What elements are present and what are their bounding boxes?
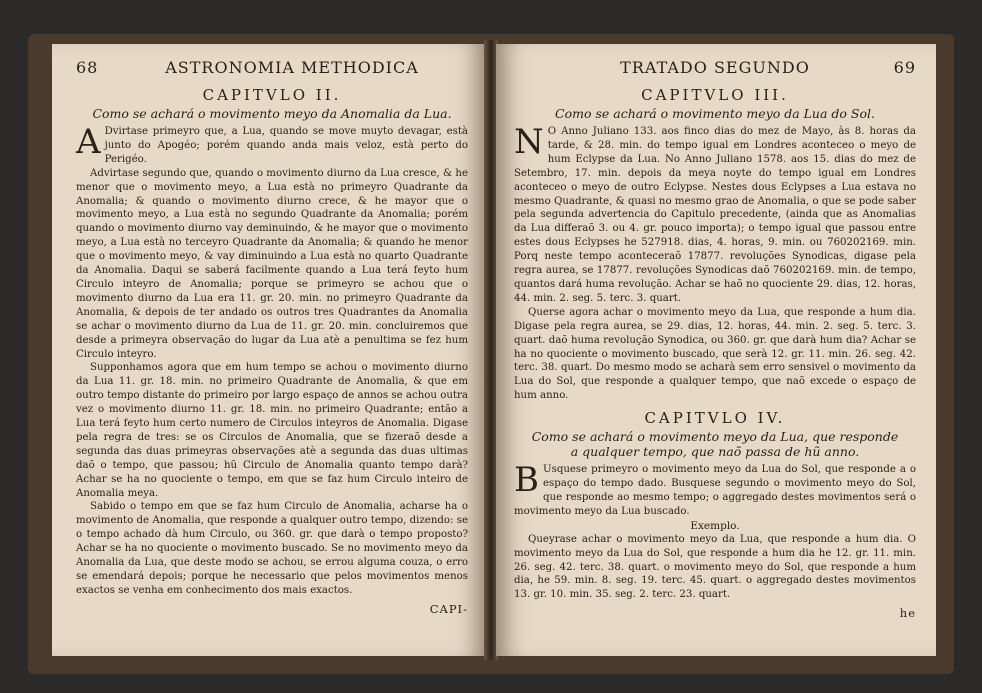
- drop-capital: N: [514, 122, 544, 162]
- chapter-heading: CAPITVLO II.: [202, 86, 342, 104]
- right-page: [496, 44, 936, 656]
- running-title: ASTRONOMIA METHODICA: [165, 58, 419, 77]
- page-body: [514, 460, 916, 602]
- chapter-subtitle: Como se achará o movimento meyo da Lua do Sol.: [555, 106, 875, 121]
- catchword: he: [899, 606, 916, 621]
- drop-capital: B: [514, 460, 539, 501]
- paragraph: Advirtase segundo que, quando o movimento diurno da Lua cresce, & he menor que o movimento meyo, a Lua està no primeyro Quadrante da Anomalia; & quando o movimento diurno crece, & he mayor que o movimento meyo, a Lua està no segundo Quadrante da Anomalia; porém quando o movimento diurno vay deminuindo, & he mayor que o movimento meyo, a Lua està no terceyro Quadrante da Anomalia; & quando he menor que o movimento meyo, & vay diminuindo a Lua està no quarto Quadrante da Anomalia. Daqui se saberá facilmente quando a Lua terá feyto hum Circulo inteyro de Anomalia; porque se primeyro se achou que o movimento diurno da Lua era 11. gr. 20. min. no primeyro Quadrante da Anomalia, & depois de ter andado os outros tres Quadrantes da Anomalia se achar o movimento diurno da Lua de 11. gr. 20. min. concluiremos que desde a primeyra observação do lugar da Lua atè a penultima se fez hum Circulo inteyro.: [76, 167, 468, 360]
- drop-capital: A: [76, 122, 101, 162]
- running-head-right: [514, 58, 916, 80]
- chapter-subtitle: Como se achará o movimento meyo da Anomalia da Lua.: [92, 106, 452, 121]
- page-number: 69: [893, 58, 916, 77]
- paragraph: Supponhamos agora que em hum tempo se achou o movimento diurno da Lua 11. gr. 18. min. no primeiro Quadrante de Anomalia, & que em outro tempo distante do primeiro por largo espaço de annos se achou outra vez o movimento diurno 11. gr. 18. min. no primeiro Quadrante; então a Lua terá feyto hum certo numero de Circulos inteyros de Anomalia. Digase pela regra de tres: se os Circulos de Anomalia, que se fizeraõ desde a segunda das duas primeyras observações atè a segunda das duas ultimas daõ o tempo, que passou; hũ Circulo de Anomalia quanto tempo darà? Achar se ha no quociente o tempo, em que se faz hum Circulo inteiro de Anomalia meya.: [76, 362, 468, 499]
- example-heading: Exemplo.: [690, 519, 740, 532]
- chapter-heading: CAPITVLO IV.: [644, 409, 786, 428]
- running-head-left: [76, 58, 468, 80]
- page-body: [514, 122, 916, 403]
- paragraph: N O Anno Juliano 133. aos finco dias do mez de Mayo, às 8. horas da tarde, & 28. min. do tempo igual em Londres aconteceo o meyo de hum Eclypse da Lua. No Anno Juliano 1578. aos 15. dias do mez de Setembro, 17. min. depois da meya noyte do tempo igual em Londres aconteceo o meyo de outro Eclypse. Nestes dous Eclypses a Lua estava no mesmo Quadrante, & quasi no mesmo grao de Anomalia, o que se pode saber pela segunda advertencia do Capitulo precedente, (ainda que as Anomalias da Lua differaõ 3. ou 4. gr. pouco importa); o tempo igual que passou entre estes dous Eclypses he 527918. dias, 4. horas, 9. min. ou 760202169. min. Porq neste tempo aconteceraõ 17877. revoluções Synodicas, digase pela regra aurea, se 17877. revoluções Synodicas daõ 760202169. min. de tempo, quantos dará huma revolução. Achar se haõ no quociente 29. dias, 12. horas, 44. min. 2. seg. 5. terc. 3. quart.: [514, 122, 916, 304]
- paragraph: Sabido o tempo em que se faz hum Circulo de Anomalia, acharse ha o movimento de Anomalia, que responde a qualquer outro tempo, dizendo: se o tempo achado dà hum Circulo, ou 360. gr. que darà o tempo proposto? Achar se ha no quociente o movimento buscado. Se no movimento meyo da Anomalia da Lua, que deste modo se achou, se errou alguma couza, o erro se emendará depois; porque he necessario que pelos movimentos menos exactos se venha em conhecimento dos mais exactos.: [76, 501, 468, 596]
- chapter-subtitle: Como se achará o movimento meyo da Lua, que responde a qualquer tempo, que naõ passa de hũ anno.: [531, 429, 899, 460]
- running-title: TRATADO SEGUNDO: [620, 58, 810, 77]
- paragraph: Querse agora achar o movimento meyo da Lua, que responde a hum dia. Digase pela regra aurea, se 29. dias, 12. horas, 44. min. 2. seg. 5. terc. 3. quart. daõ huma revolução Synodica, ou 360. gr. que darà hum dia? Achar se ha no quociente o movimento buscado, que serà 12. gr. 11. min. 26. seg. 42. terc. 38. quart. Do mesmo modo se acharà sem erro sensivel o movimento da Lua do Sol, que responde a qualquer tempo, que naõ excede o espaço de hum anno.: [514, 306, 916, 402]
- paragraph: B Usquese primeyro o movimento meyo da Lua do Sol, que responde a o espaço do tempo dado. Busquese segundo o movimento meyo do Sol, que responde ao mesmo tempo; o aggregado destes movimentos será o movimento meyo da Lua buscado.: [514, 460, 916, 517]
- chapter-heading: CAPITVLO III.: [641, 86, 789, 104]
- left-page: [52, 44, 486, 656]
- catchword: CAPI-: [429, 601, 468, 616]
- paragraph: A Dvirtase primeyro que, a Lua, quando se move muyto devagar, està junto do Apogéo; porém quando anda mais veloz, està perto do Perigéo.: [76, 122, 468, 165]
- page-body: [76, 122, 468, 598]
- page-number: 68: [76, 58, 99, 77]
- paragraph: Queyrase achar o movimento meyo da Lua, que responde a hum dia. O movimento meyo da Lua do Sol, que responde a hum dia he 12. gr. 11. min. 26. seg. 42. terc. 38. quart. o movimento meyo do Sol, que responde a hum dia, he 59. min. 8. seg. 19. terc. 45. quart. o aggregado destes movimentos 13. gr. 10. min. 35. seg. 2. terc. 23. quart.: [514, 533, 916, 601]
